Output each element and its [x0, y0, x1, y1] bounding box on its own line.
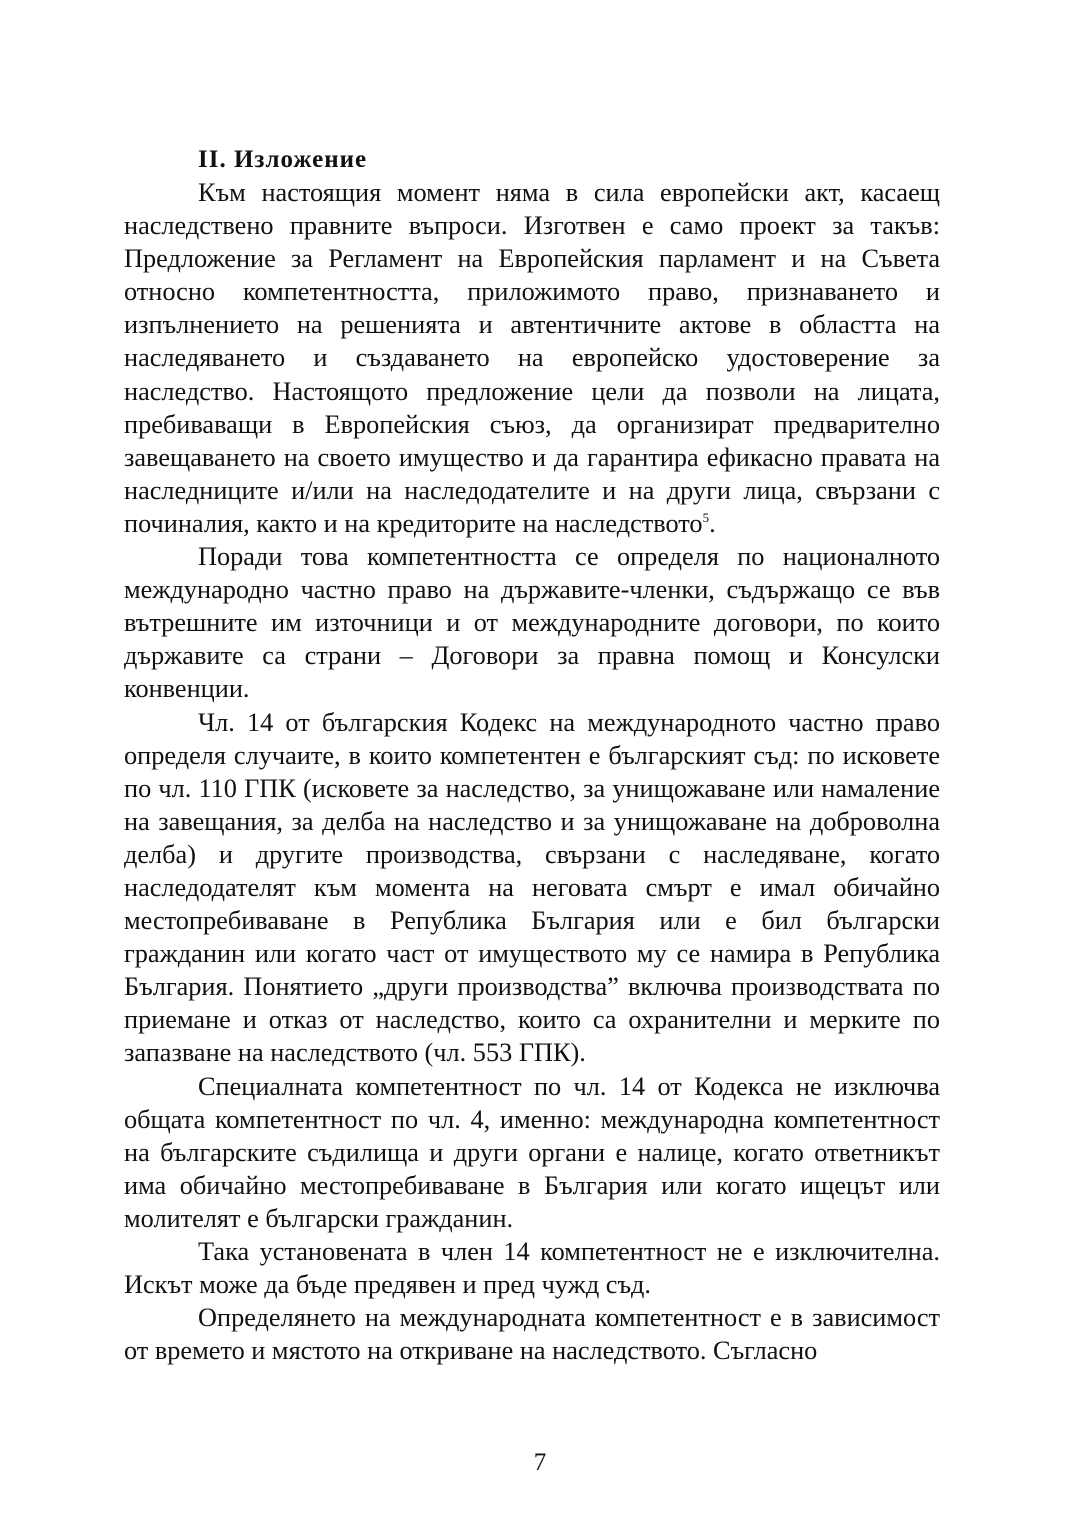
page-body — [124, 143, 940, 1367]
page-number: 7 — [533, 1449, 547, 1476]
paragraph-national-law: Поради това компетентността се определя по националното международно частно право на държавите-членки, съдържащо се във вътрешните им източници и от международните договори, по които държавите са страни – Договори за правна помощ и Консулски конвенции. — [124, 542, 940, 704]
paragraph-text: Към настоящия момент няма в сила европейски акт, касаещ наследствено правните въпроси. Изготвен е само проект за такъв: Предложение за Регламент на Европейския парламент и на Съвета относно компетентността, приложимото право, признаването и изпълнението на решенията и автентичните актове в областта на наследяването и създаването на европейско удостоверение за наследство. Настоящото предложение цели да позволи на лицата, пребиваващи в Европейския съюз, да организират предварително завещаването на своето имущество и да гарантира ефикасно правата на наследниците и/или на наследодателите и на други лица, свързани с починалия, както и на кредиторите на наследството — [124, 178, 940, 538]
paragraph-determination: Определянето на международната компетентност е в зависимост от времето и мястото на откриване на наследството. Съгласно — [124, 1303, 940, 1366]
paragraph-article-14: Чл. 14 от българския Кодекс на международното частно право определя случаите, в които компетентен е българският съд: по исковете по чл. 110 ГПК (исковете за наследство, за унищожаване или намаление на завещания, за делба на наследство и за унищожаване на доброволна делба) и другите производства, свързани с наследяване, когато наследодателят към момента на неговата смърт е имал обичайно местопребиваване в Република България или е бил български гражданин или когато част от имуществото му се намира в Република България. Понятието „други производства” включва производствата по приемане и отказ от наследство, които са охранителни и мерките по запазване на наследството (чл. 553 ГПК). — [124, 707, 940, 1068]
paragraph-tail: . — [709, 508, 716, 538]
paragraph-non-exclusive: Така установената в член 14 компетентност не е изключителна. Искът може да бъде предявен и пред чужд съд. — [124, 1237, 940, 1300]
paragraph-eu-regulation — [124, 176, 940, 540]
paragraph-general-competence: Специалната компетентност по чл. 14 от Кодекса не изключва общата компетентност по чл. 4, именно: международна компетентност на българските съдилища и други органи е налице, когато ответникът има обичайно местопребиваване в България или когато ищецът или молителят е български гражданин. — [124, 1071, 940, 1233]
footnote-marker: 5 — [702, 510, 710, 526]
section-heading: II. Изложение — [198, 146, 368, 173]
